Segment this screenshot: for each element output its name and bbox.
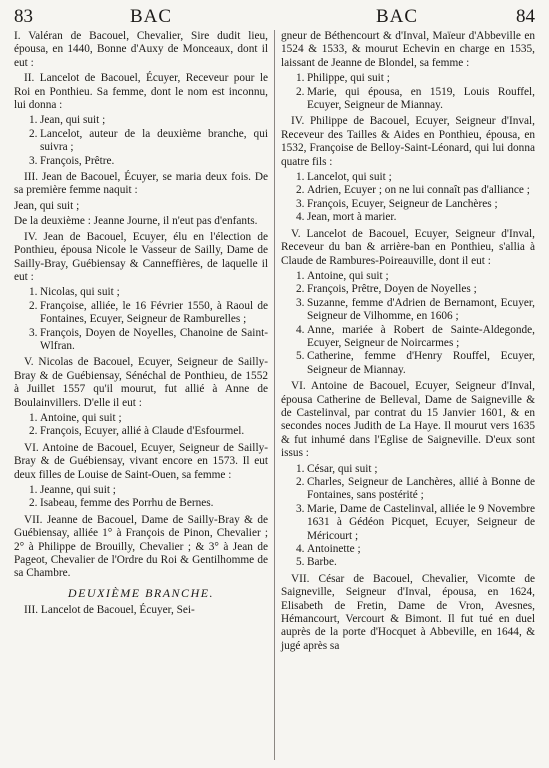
running-title-left: BAC bbox=[130, 6, 173, 27]
list-item bbox=[281, 86, 535, 113]
genealogy-paragraph: IV. Jean de Bacouel, Ecuyer, élu en l'élection de Ponthieu, épousa Nicole le Vasseur de Sailly, Dame de Sailly-Bray, Guébiensay & Canneffières, de laquelle il eut : bbox=[14, 230, 268, 283]
list-item bbox=[14, 300, 268, 327]
list-item-text: François, Doyen de Noyelles, Chanoine de Saint-Wlfran. bbox=[40, 326, 268, 352]
list-item-number: 2. bbox=[29, 127, 38, 140]
list-item-text: Antoine, qui suit ; bbox=[40, 411, 122, 424]
genealogy-paragraph: I. Valéran de Bacouel, Chevalier, Sire dudit lieu, épousa, en 1440, Bonne d'Auxy de Monceaux, dont il eut : bbox=[14, 30, 268, 69]
genealogy-paragraph: VI. Antoine de Bacouel, Ecuyer, Seigneur de Sailly-Bray & de Guébiensay, vivant encore en 1573. Il eut deux filles de Louise de Saint-Ouen, sa femme : bbox=[14, 441, 268, 481]
list-item-number: 2. bbox=[296, 476, 305, 488]
list-item-number: 2. bbox=[296, 85, 305, 98]
list-item-number: 2. bbox=[29, 425, 38, 438]
list-item-text: Lancelot, auteur de la deuxième branche, qui suivra ; bbox=[40, 127, 268, 154]
list-item-number: 1. bbox=[296, 269, 305, 282]
list-item-number: 1. bbox=[29, 484, 38, 496]
list-item bbox=[281, 184, 535, 197]
genealogy-paragraph: III. Jean de Bacouel, Écuyer, se maria deux fois. De sa première femme naquit : bbox=[14, 171, 268, 197]
page-number-right: 84 bbox=[516, 6, 535, 27]
running-title-right: BAC bbox=[376, 6, 419, 27]
list-item-text: Françoise, alliée, le 16 Février 1550, à Raoul de Fontaines, Ecuyer, Seigneur de Ramburelles ; bbox=[40, 299, 268, 326]
list-item bbox=[281, 211, 535, 224]
right-column bbox=[281, 30, 535, 655]
list-item-number: 3. bbox=[296, 197, 305, 210]
list-item-text: Anne, mariée à Robert de Sainte-Aldegonde, Ecuyer, Seigneur de Noircarmes ; bbox=[307, 323, 535, 349]
list-item-text: Marie, Dame de Castelinval, alliée le 9 Novembre 1631 à Gédéon Picquet, Ecuyer, Seigneur de Méricourt ; bbox=[307, 502, 535, 542]
list-item-number: 5. bbox=[296, 556, 305, 569]
list-item-text: Nicolas, qui suit ; bbox=[40, 286, 120, 299]
children-list bbox=[281, 72, 535, 112]
list-item-text: Antoinette ; bbox=[307, 543, 361, 556]
children-list bbox=[281, 171, 535, 225]
list-item-number: 1. bbox=[29, 114, 38, 127]
left-column bbox=[14, 30, 268, 620]
list-item-text: Jean, mort à marier. bbox=[307, 211, 397, 224]
list-item bbox=[281, 476, 535, 503]
list-item-text: François, Ecuyer, allié à Claude d'Esfourmel. bbox=[40, 425, 245, 438]
list-item-number: 2. bbox=[29, 299, 38, 312]
section-heading: DEUXIÈME BRANCHE. bbox=[67, 585, 215, 600]
list-item bbox=[14, 128, 268, 155]
list-item bbox=[281, 324, 535, 351]
list-item bbox=[281, 463, 535, 476]
list-item-number: 1. bbox=[29, 411, 38, 424]
genealogy-paragraph: II. Lancelot de Bacouel, Écuyer, Receveur pour le Roi en Ponthieu. Sa femme, dont le nom est inconnu, lui donna : bbox=[14, 72, 268, 112]
genealogy-paragraph: Jean, qui suit ; bbox=[14, 199, 80, 212]
children-list bbox=[14, 286, 268, 353]
list-item-text: Isabeau, femme des Porrhu de Bernes. bbox=[40, 497, 214, 510]
list-item-number: 3. bbox=[29, 154, 38, 167]
list-item-text: Catherine, femme d'Henry Rouffel, Ecuyer, Seigneur de Miannay. bbox=[307, 350, 535, 376]
children-list bbox=[14, 114, 268, 168]
column-divider bbox=[274, 30, 275, 760]
list-item-text: Barbe. bbox=[307, 556, 337, 569]
list-item bbox=[281, 503, 535, 543]
list-item-number: 2. bbox=[296, 283, 305, 296]
page-header bbox=[14, 6, 535, 32]
list-item-number: 3. bbox=[296, 296, 305, 309]
list-item-number: 1. bbox=[29, 286, 38, 299]
list-item bbox=[281, 556, 535, 569]
genealogy-paragraph: IV. Philippe de Bacouel, Ecuyer, Seigneur d'Inval, Receveur des Tailles & Aides en Ponthieu, épousa, en 1532, Françoise de Belloy-Saint-Léonard, qui lui donna quatre fils : bbox=[281, 115, 535, 168]
list-item-number: 2. bbox=[296, 184, 305, 197]
list-item bbox=[14, 286, 268, 299]
list-item-text: François, Prêtre, Doyen de Noyelles ; bbox=[307, 283, 477, 296]
children-list bbox=[281, 270, 535, 377]
list-item-text: Charles, Seigneur de Lanchères, allié à Bonne de Fontaines, sans postérité ; bbox=[307, 476, 535, 502]
list-item-text: Jean, qui suit ; bbox=[40, 114, 106, 127]
list-item-text: François, Prêtre. bbox=[40, 154, 115, 167]
list-item-text: Jeanne, qui suit ; bbox=[40, 484, 116, 496]
list-item-number: 3. bbox=[29, 326, 38, 339]
list-item bbox=[14, 484, 268, 497]
genealogy-paragraph: De la deuxième : Jeanne Journe, il n'eut pas d'enfants. bbox=[14, 215, 258, 228]
genealogy-paragraph: V. Nicolas de Bacouel, Ecuyer, Seigneur de Sailly-Bray & de Guébiensay, Sénéchal de Ponthieu, de 1552 à Juillet 1557 qu'il mourut, fut allié à Anne de Boulainvillers. D'elle il eut : bbox=[14, 356, 268, 409]
list-item bbox=[14, 497, 268, 510]
list-item bbox=[281, 543, 535, 556]
list-item-number: 4. bbox=[296, 211, 305, 224]
list-item-text: Philippe, qui suit ; bbox=[307, 72, 390, 85]
list-item-text: Marie, qui épousa, en 1519, Louis Rouffel, Ecuyer, Seigneur de Miannay. bbox=[307, 85, 535, 112]
genealogy-paragraph: VI. Antoine de Bacouel, Ecuyer, Seigneur d'Inval, épousa Catherine de Belleval, Dame de Saigneville & de Castelinval, par contrat du 15 Janvier 1601, & en secondes noces Judith de La Haye. Il mourut vers 1635 & fut inhumé dans l'Eglise de Saigneville. D'eux sont issus : bbox=[281, 380, 535, 460]
list-item bbox=[281, 171, 535, 184]
list-item-number: 5. bbox=[296, 350, 305, 363]
list-item bbox=[281, 283, 535, 296]
list-item bbox=[14, 327, 268, 354]
genealogy-paragraph: VII. César de Bacouel, Chevalier, Vicomte de Saigneville, Seigneur d'Inval, épousa, en 1624, Elisabeth de Fretin, Dame de Vron, Avesnes, Hémancourt, Vercourt & Bimont. Il fut tué en duel auprès de la porte d'Hocquet à Abbeville, en 1644, & jugé après sa bbox=[281, 572, 535, 652]
list-item bbox=[281, 297, 535, 324]
list-item-text: Suzanne, femme d'Adrien de Bernamont, Ecuyer, Seigneur de Vilhomme, en 1606 ; bbox=[307, 296, 535, 323]
genealogy-paragraph: gneur de Béthencourt & d'Inval, Maïeur d'Abbeville en 1524 & 1533, & mourut Echevin en charge en 1535, laissant de Jeanne de Blondel, sa femme : bbox=[281, 30, 535, 69]
list-item-text: Antoine, qui suit ; bbox=[307, 269, 389, 282]
list-item-number: 3. bbox=[296, 502, 305, 515]
list-item bbox=[14, 412, 268, 425]
list-item-number: 1. bbox=[296, 171, 305, 184]
list-item-number: 1. bbox=[296, 72, 305, 85]
list-item bbox=[281, 198, 535, 211]
page-number-left: 83 bbox=[14, 6, 33, 27]
list-item-number: 1. bbox=[296, 462, 305, 475]
genealogy-paragraph: VII. Jeanne de Bacouel, Dame de Sailly-Bray & de Guébiensay, alliée 1° à François de Pinon, Chevalier ; 2° à Philippe de Brouilly, Chevalier ; & 3° à Jean de Pageot, Chevalier de l'Ordre du Roi & Gentilhomme de sa Chambre. bbox=[14, 513, 268, 580]
list-item bbox=[14, 114, 268, 127]
children-list bbox=[14, 412, 268, 439]
list-item-text: Lancelot, qui suit ; bbox=[307, 171, 392, 184]
list-item-number: 2. bbox=[29, 497, 38, 510]
list-item bbox=[14, 425, 268, 438]
list-item-text: Adrien, Ecuyer ; on ne lui connaît pas d'alliance ; bbox=[307, 184, 530, 197]
list-item bbox=[281, 270, 535, 283]
children-list bbox=[281, 463, 535, 570]
list-item-number: 4. bbox=[296, 323, 305, 336]
list-item-number: 4. bbox=[296, 543, 305, 556]
children-list bbox=[14, 484, 268, 511]
list-item bbox=[281, 72, 535, 85]
list-item-text: François, Ecuyer, Seigneur de Lanchères ; bbox=[307, 197, 498, 210]
genealogy-paragraph: III. Lancelot de Bacouel, Écuyer, Sei- bbox=[24, 604, 195, 617]
genealogy-paragraph: V. Lancelot de Bacouel, Ecuyer, Seigneur d'Inval, Receveur du ban & arrière-ban en Ponthieu, s'allia à Claude de Rambures-Poireauville, dont il eut : bbox=[281, 227, 535, 267]
list-item-text: César, qui suit ; bbox=[307, 462, 378, 475]
list-item bbox=[281, 350, 535, 377]
list-item bbox=[14, 155, 268, 168]
